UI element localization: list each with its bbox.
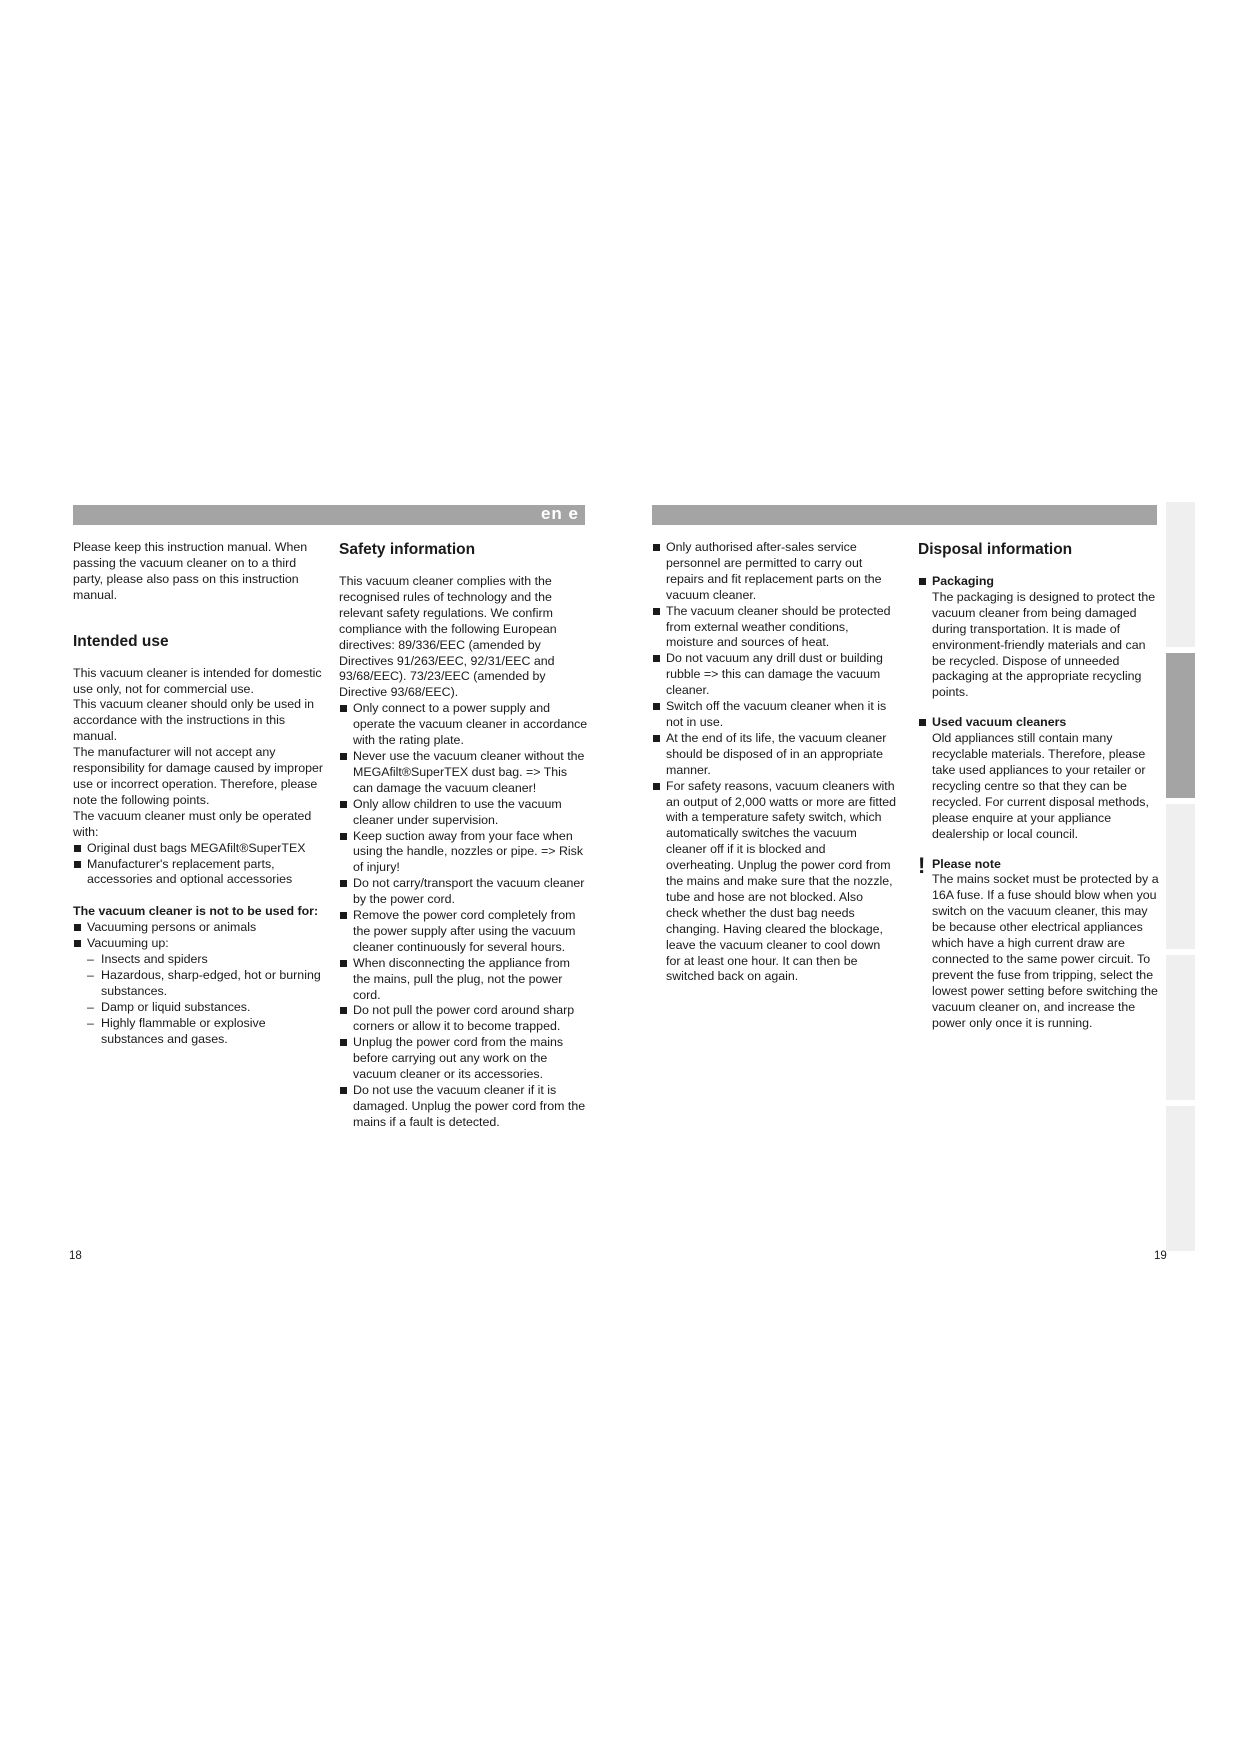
safety-intro: This vacuum cleaner complies with the recognised rules of technology and the relevant safety regulations. We confirm compliance with the following European directives: 89/336/EEC (amended by Directives 91/263/EEC, 92/31/EEC and 93/68/EEC). 73/23/EEC (amended by Directive 93/68/EEC). — [339, 574, 557, 700]
list-item: Unplug the power cord from the mains before carrying out any work on the vacuum cleaner or its accessories. — [339, 1035, 589, 1083]
column-intro — [73, 540, 323, 1047]
index-tab — [1166, 1106, 1195, 1251]
not-used-list — [73, 920, 323, 952]
packaging-title: Packaging — [932, 574, 994, 588]
list-item: Only allow children to use the vacuum cleaner under supervision. — [339, 797, 589, 829]
list-item: Only connect to a power supply and operate the vacuum cleaner in accordance with the rating plate. — [339, 701, 589, 749]
not-used-heading: The vacuum cleaner is not to be used for: — [73, 904, 319, 919]
list-item: The vacuum cleaner should be protected from external weather conditions, moisture and sources of heat. — [652, 604, 897, 652]
list-item: – Damp or liquid substances. — [73, 1000, 323, 1016]
list-item: – Highly flammable or explosive substances and gases. — [73, 1016, 323, 1048]
intended-use-paragraph: This vacuum cleaner should only be used in accordance with the instructions in this manual. — [73, 697, 315, 744]
column-disposal — [918, 540, 1160, 1031]
list-item: Vacuuming up: — [73, 936, 323, 952]
index-tab — [1166, 804, 1195, 949]
please-note-text: The mains socket must be protected by a 16A fuse. If a fuse should blow when you switch on the vacuum cleaner, this may be because other electrical appliances which have a high current draw are connected to the same power circuit. To prevent the fuse from tripping, select the lowest power setting before switching the vacuum cleaner on, and increase the power only once it is running. — [932, 872, 1159, 1030]
list-item: Only authorised after-sales service personnel are permitted to carry out repairs and fit replacement parts on the vacuum cleaner. — [652, 540, 897, 604]
used-cleaners-text: Old appliances still contain many recyclable materials. Therefore, please take used appliances to your retailer or recycling centre so that they can be recycled. For current disposal methods, please enquire at your appliance dealership or local council. — [932, 731, 1149, 841]
list-item: For safety reasons, vacuum cleaners with an output of 2,000 watts or more are fitted with a temperature safety switch, which automatically switches the vacuum cleaner off if it is blocked and overheating. Unplug the power cord from the mains and make sure that the nozzle, tube and hose are not blocked. Also check whether the dust bag needs changing. Having cleared the blockage, leave the vacuum cleaner to cool down for at least one hour. It can then be switched back on again. — [652, 779, 897, 986]
list-item: Manufacturer's replacement parts, accessories and optional accessories — [73, 857, 323, 889]
list-item: – Hazardous, sharp-edged, hot or burning substances. — [73, 968, 323, 1000]
list-item: Vacuuming persons or animals — [73, 920, 323, 936]
list-item: At the end of its life, the vacuum cleaner should be disposed of in an appropriate manner. — [652, 731, 897, 779]
index-tab — [1166, 502, 1195, 647]
column-safety-continued — [652, 540, 897, 985]
index-tab-active — [1166, 653, 1195, 798]
list-item: Original dust bags MEGAfilt®SuperTEX — [73, 841, 323, 857]
list-item: Never use the vacuum cleaner without the MEGAfilt®SuperTEX dust bag. => This can damage the vacuum cleaner! — [339, 749, 589, 797]
warning-exclamation-icon: ! — [918, 852, 926, 878]
packaging-text: The packaging is designed to protect the vacuum cleaner from being damaged during transportation. It is made of environment-friendly materials and can be recycled. Dispose of unneeded packaging at the appropriate recycling points. — [932, 589, 1156, 700]
header-bar-right — [652, 505, 1157, 525]
list-item: Remove the power cord completely from the power supply after using the vacuum cleaner continuously for several hours. — [339, 908, 589, 956]
column-safety — [339, 540, 589, 1131]
intended-use-paragraph: This vacuum cleaner is intended for domestic use only, not for commercial use. — [73, 665, 322, 696]
list-item: – Insects and spiders — [73, 952, 323, 968]
header-bar-left — [73, 505, 585, 525]
operated-with-list — [73, 841, 323, 889]
list-item: Do not pull the power cord around sharp corners or allow it to become trapped. — [339, 1003, 589, 1035]
packaging-section — [918, 574, 1160, 701]
used-cleaners-section — [918, 715, 1160, 842]
list-item: When disconnecting the appliance from the mains, pull the plug, not the power cord. — [339, 956, 589, 1004]
list-item: Do not vacuum any drill dust or building rubble => this can damage the vacuum cleaner. — [652, 651, 897, 699]
please-note-section — [918, 852, 1160, 1032]
please-note-title: Please note — [932, 856, 1001, 871]
intended-use-heading: Intended use — [73, 632, 169, 650]
page-number-right: 19 — [1154, 1250, 1167, 1262]
list-item: Do not use the vacuum cleaner if it is damaged. Unplug the power cord from the mains if a fault is detected. — [339, 1083, 589, 1131]
intended-use-paragraph: The manufacturer will not accept any responsibility for damage caused by improper use or incorrect operation. Therefore, please note the following points. — [73, 745, 324, 807]
index-tab — [1166, 955, 1195, 1100]
safety-heading: Safety information — [339, 541, 476, 558]
list-item: Switch off the vacuum cleaner when it is not in use. — [652, 699, 897, 731]
list-item: Keep suction away from your face when using the handle, nozzles or pipe. => Risk of injury! — [339, 829, 589, 877]
list-item: Do not carry/transport the vacuum cleaner by the power cord. — [339, 876, 589, 908]
vacuuming-up-list — [73, 952, 323, 1047]
intro-text: Please keep this instruction manual. When passing the vacuum cleaner on to a third party, please also pass on this instruction manual. — [73, 540, 308, 602]
safety-list — [339, 701, 589, 1130]
language-tag: en e — [540, 504, 579, 523]
safety-list-continued — [652, 540, 897, 985]
page-number-left: 18 — [69, 1250, 82, 1262]
used-cleaners-title: Used vacuum cleaners — [932, 715, 1067, 730]
intended-use-paragraph: The vacuum cleaner must only be operated with: — [73, 808, 312, 839]
disposal-heading: Disposal information — [918, 541, 1073, 558]
